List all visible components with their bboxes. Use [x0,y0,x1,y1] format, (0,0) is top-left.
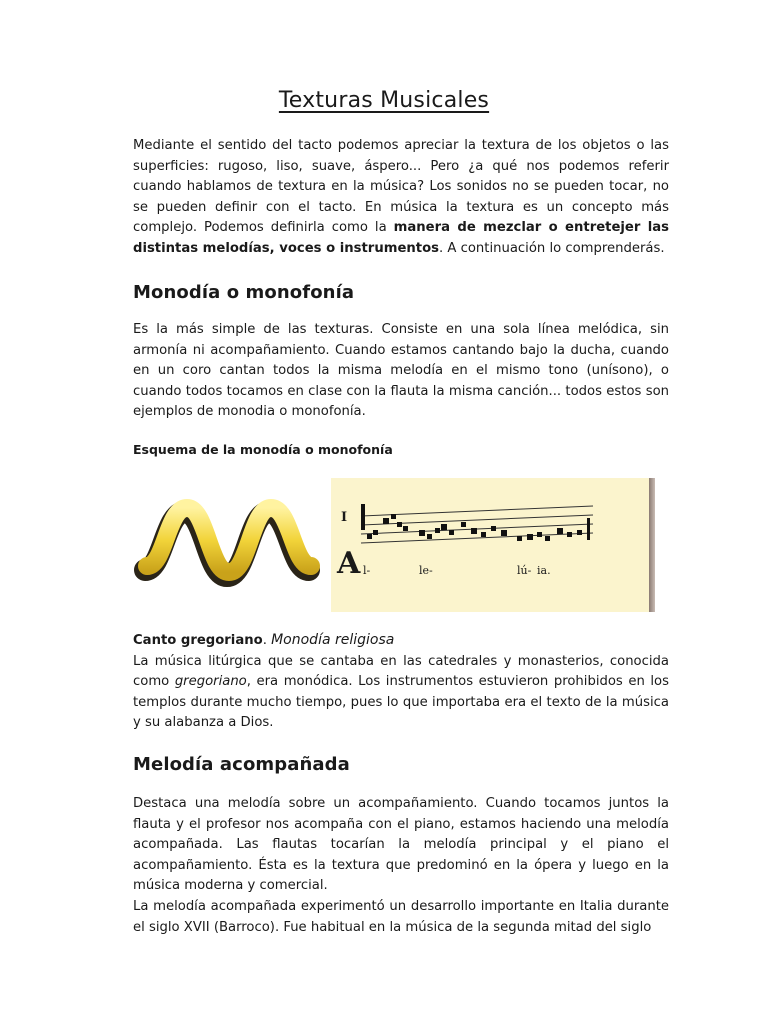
score-syllable: lú- [517,564,532,577]
score-initial-a: A [337,546,361,581]
section-heading-melodia: Melodía acompañada [133,754,350,775]
monodia-figure [133,478,655,612]
intro-text: Mediante el sentido del tacto podemos apreciar la textura de los objetos o las superficies: rugoso, liso, suave, áspero... Pero ¿a qué nos podemos referir cuando hablamos de textura en la música? Los sonidos no se pueden tocar, no se pueden definir con el tacto. En música la textura es un concepto más complejo. Podemos definirla como la [133,138,669,236]
figure-caption: Esquema de la monodía o monofonía [133,442,393,457]
gregorian-score-image [331,478,649,612]
canto-text-end: , era monódica. Los instrumentos estuvieron prohibidos en los templos durante mucho tiempo, pues lo que importaba era el texto de la música y su alabanza a Dios. [133,674,669,731]
intro-paragraph [133,136,669,260]
score-syllable: le- [419,564,433,577]
canto-lead: Canto gregoriano [133,633,263,648]
canto-text: La música litúrgica que se cantaba en las catedrales y monasterios, conocida como [133,653,669,690]
figure-edge [649,478,655,612]
melodia-text-1: Destaca una melodía sobre un acompañamiento. Cuando tocamos juntos la flauta y el profesor nos acompaña con el piano, estamos haciendo una melodía acompañada. Las flautas tocarían la melodía principal y el piano el acompañamiento. Ésta es la textura que predominó en la ópera y luego en la música moderna y comercial. [133,796,669,894]
intro-text-end: . A continuación lo comprenderás. [439,240,665,256]
score-letter-i: I [341,510,348,525]
canto-note: Monodía religiosa [271,632,395,648]
single-wave-image [133,478,323,612]
score-syllable: l- [363,564,371,577]
section-heading-monodia: Monodía o monofonía [133,282,355,303]
neume-staff [331,478,649,612]
melodia-text-2: La melodía acompañada experimentó un desarrollo importante en Italia durante el siglo XVII (Barroco). Fue habitual en la música de la segunda mitad del siglo [133,898,669,935]
canto-paragraph [133,630,669,734]
melodia-paragraph [133,794,669,938]
monodia-paragraph: Es la más simple de las texturas. Consiste en una sola línea melódica, sin armonía ni acompañamiento. Cuando estamos cantando bajo la ducha, cuando en un coro cantan todos la misma melodía en el mismo tono (unísono), o cuando todos tocamos en clase con la flauta la misma canción... todos estos son ejemplos de monodia o monofonía. [133,322,669,420]
canto-lead-punct: . [262,633,267,648]
page-title: Texturas Musicales [278,88,490,113]
intro-bold-text: manera de mezclar o entretejer las distintas melodías, voces o instrumentos [133,220,669,256]
canto-italic: gregoriano [174,674,247,690]
score-syllable: ia. [537,564,551,577]
